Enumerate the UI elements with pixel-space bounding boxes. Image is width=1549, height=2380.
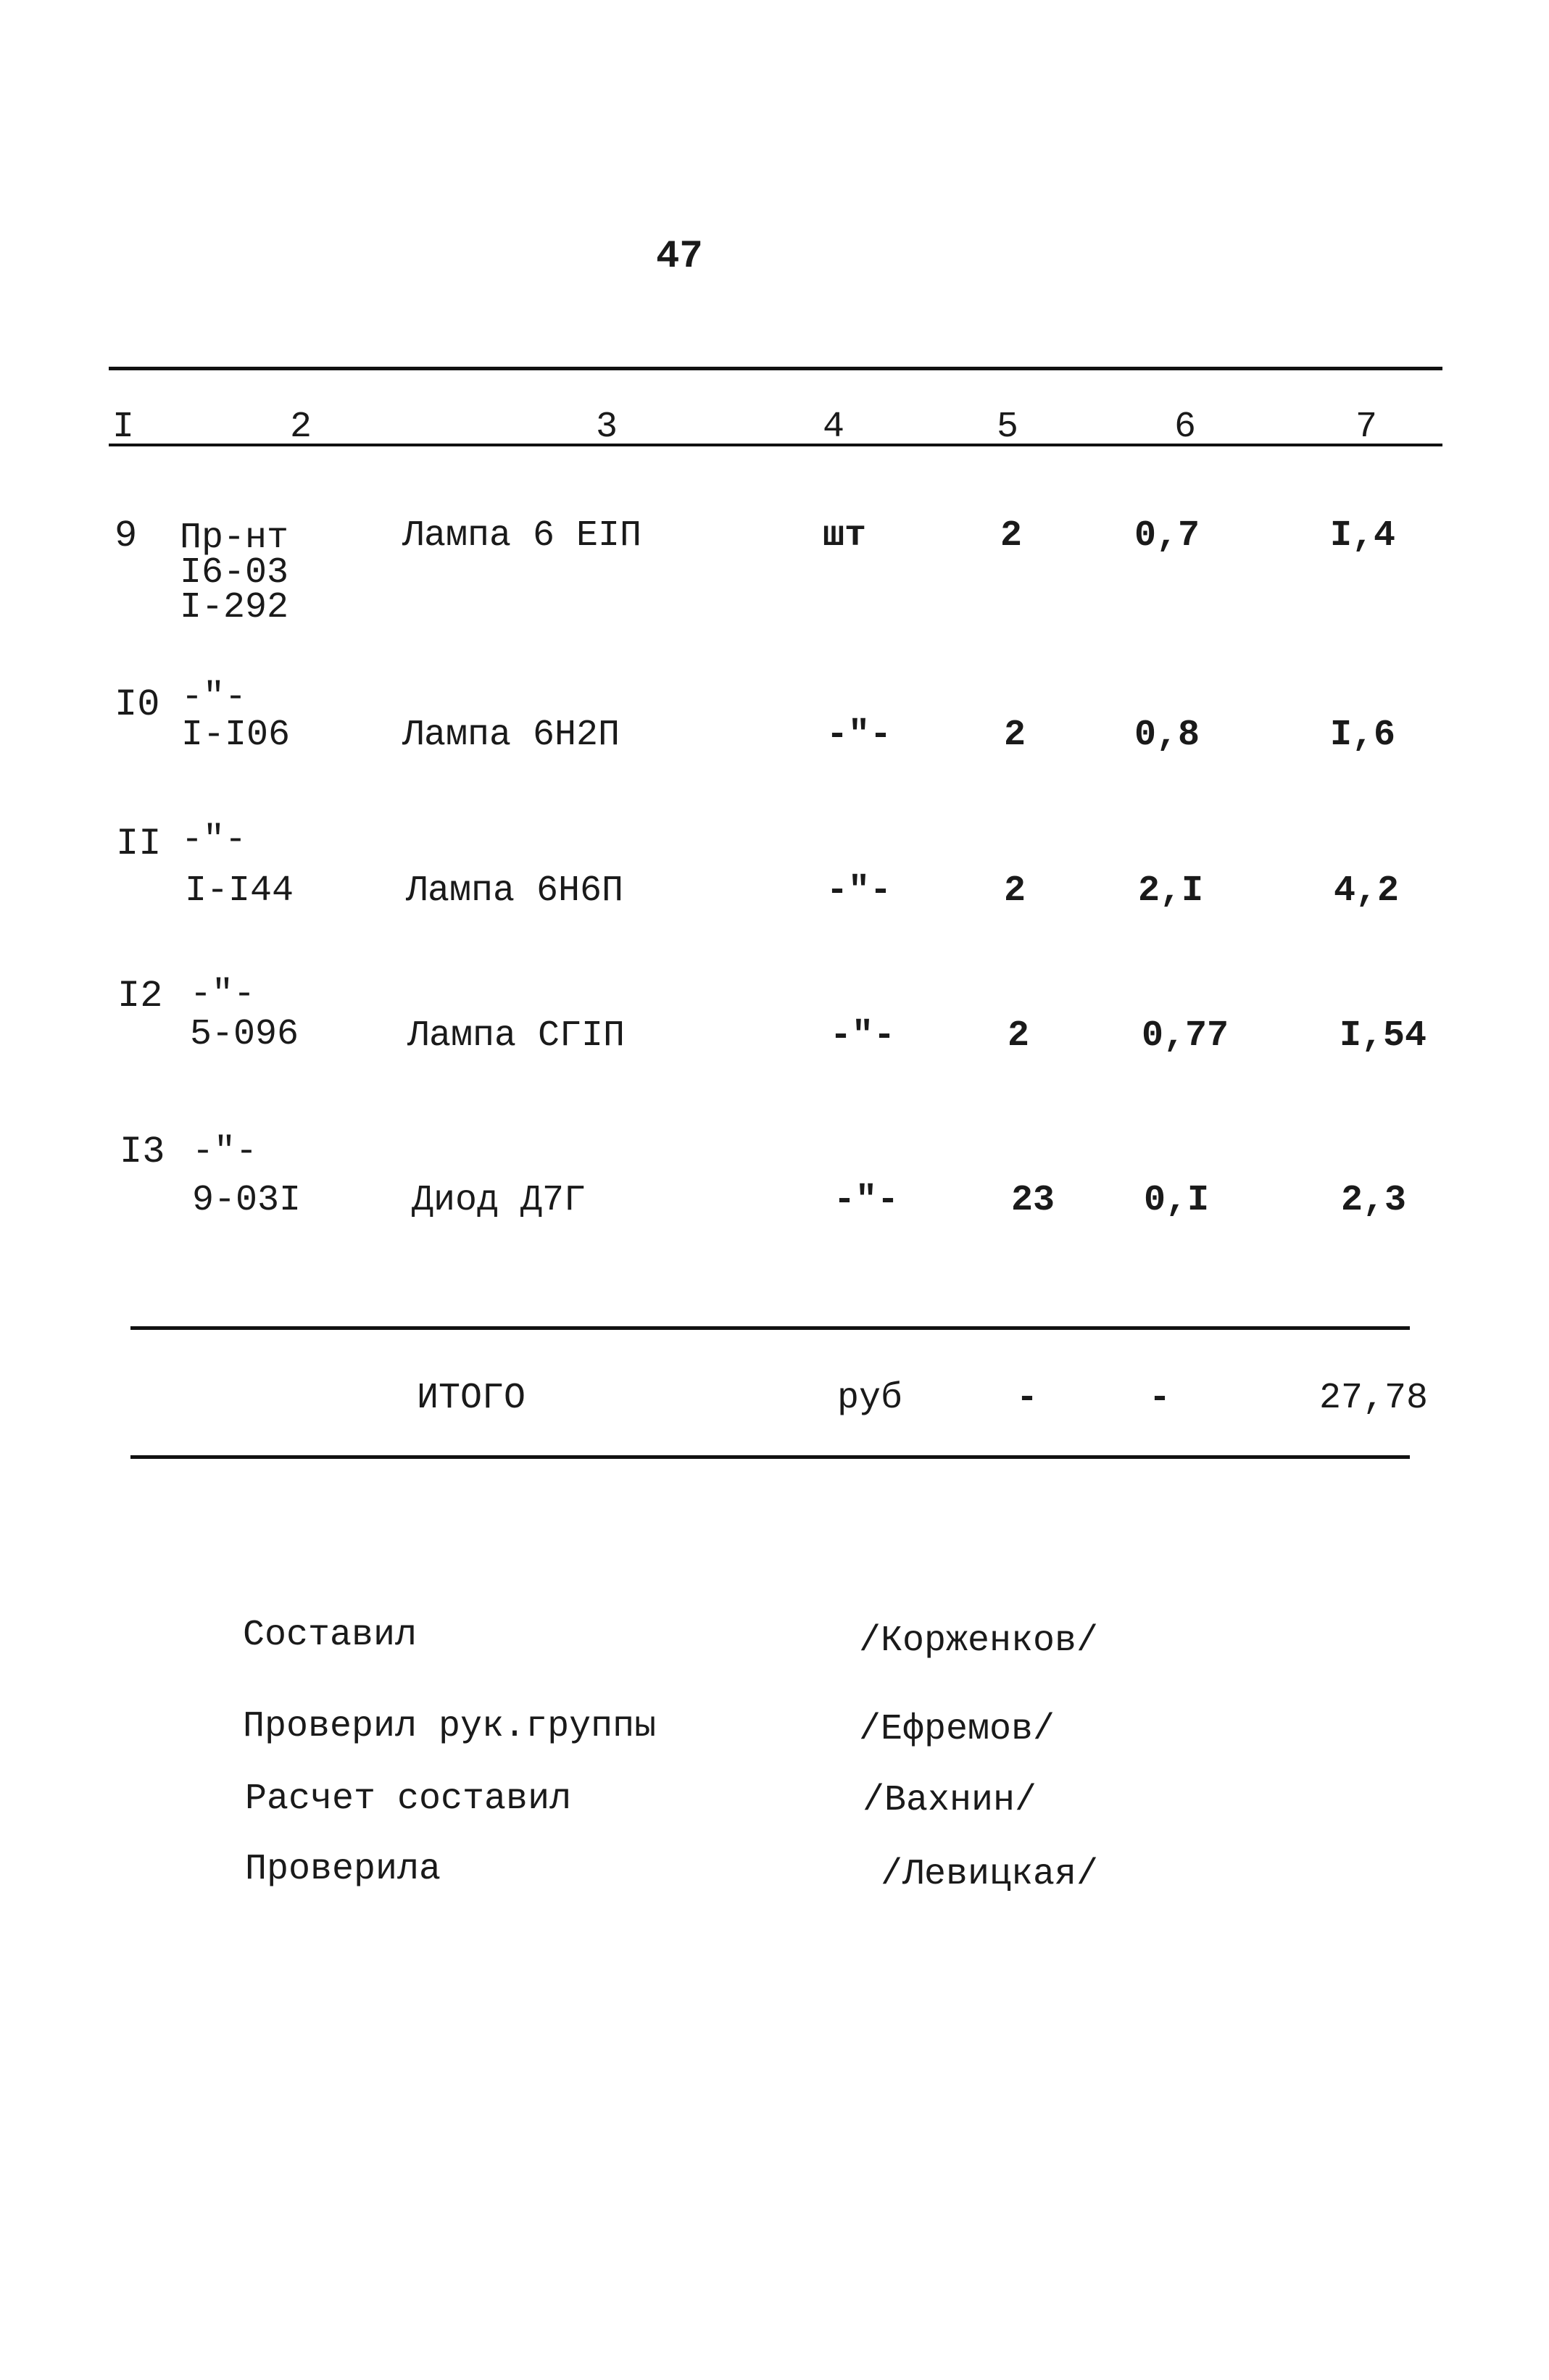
row-total: I,4 [1330, 515, 1396, 557]
signature-role: Проверил рук.группы [243, 1706, 657, 1747]
page-number: 47 [656, 235, 703, 279]
row-number: 9 [115, 515, 138, 557]
row-code-line: 9-03I [192, 1180, 302, 1221]
row-item-name: Лампа 6 ЕIП [402, 515, 642, 557]
row-code-line: 5-096 [190, 1014, 299, 1055]
column-header-5: 5 [997, 407, 1019, 448]
row-item-name: Диод Д7Г [412, 1180, 586, 1221]
row-quantity: 2 [1000, 515, 1023, 557]
row-price: 2,I [1138, 870, 1204, 912]
row-unit: шт [823, 515, 867, 557]
column-header-1: I [112, 407, 135, 448]
row-item-name: Лампа СГIП [407, 1015, 626, 1057]
row-code-line: I-292 [180, 587, 289, 628]
signature-name: /Корженков/ [859, 1620, 1099, 1662]
row-price: 0,I [1144, 1180, 1210, 1221]
signature-role: Расчет составил [245, 1778, 572, 1820]
row-code-line: -"- [190, 974, 256, 1015]
total-top-rule [130, 1326, 1410, 1330]
row-item-name: Лампа 6Н2П [402, 715, 620, 756]
row-unit: -"- [834, 1180, 900, 1221]
total-sum: 27,78 [1319, 1378, 1429, 1419]
row-price: 0,77 [1142, 1015, 1229, 1057]
row-total: 2,3 [1341, 1180, 1407, 1221]
row-total: I,54 [1340, 1015, 1427, 1057]
row-price: 0,8 [1134, 715, 1200, 756]
row-code-line: I6-03 [180, 552, 289, 594]
column-header-7: 7 [1355, 407, 1378, 448]
row-quantity: 2 [1008, 1015, 1030, 1057]
row-quantity: 23 [1011, 1180, 1055, 1221]
row-unit: -"- [830, 1015, 896, 1057]
total-unit: руб [837, 1378, 903, 1419]
row-code-line: -"- [192, 1131, 258, 1173]
row-code-line: Пр-нт [180, 517, 289, 559]
row-code-line: I-I44 [185, 870, 294, 912]
row-number: I2 [117, 975, 163, 1018]
row-number: I0 [115, 683, 160, 726]
row-number: II [116, 823, 162, 865]
row-code-line: I-I06 [181, 715, 291, 756]
row-quantity: 2 [1004, 870, 1026, 912]
row-quantity: 2 [1004, 715, 1026, 756]
column-header-3: 3 [596, 407, 618, 448]
row-total: 4,2 [1334, 870, 1400, 912]
row-code-line: -"- [181, 677, 247, 718]
row-total: I,6 [1330, 715, 1396, 756]
column-header-6: 6 [1174, 407, 1197, 448]
total-bottom-rule [130, 1455, 1410, 1459]
row-unit: -"- [826, 715, 892, 756]
row-code-line: -"- [181, 820, 247, 861]
column-header-4: 4 [823, 407, 845, 448]
signature-name: /Вахнин/ [863, 1780, 1037, 1821]
table-top-rule [109, 367, 1442, 370]
signature-name: /Ефремов/ [859, 1709, 1055, 1750]
signature-role: Составил [243, 1615, 418, 1656]
row-number: I3 [120, 1131, 165, 1173]
total-label: ИТОГО [417, 1378, 526, 1419]
column-header-2: 2 [290, 407, 312, 448]
signature-name: /Левицкая/ [881, 1854, 1099, 1895]
row-price: 0,7 [1134, 515, 1200, 557]
row-unit: -"- [826, 870, 892, 912]
row-item-name: Лампа 6Н6П [406, 870, 624, 912]
total-price: - [1149, 1378, 1171, 1419]
total-quantity: - [1016, 1378, 1039, 1419]
signature-role: Проверила [245, 1849, 441, 1890]
